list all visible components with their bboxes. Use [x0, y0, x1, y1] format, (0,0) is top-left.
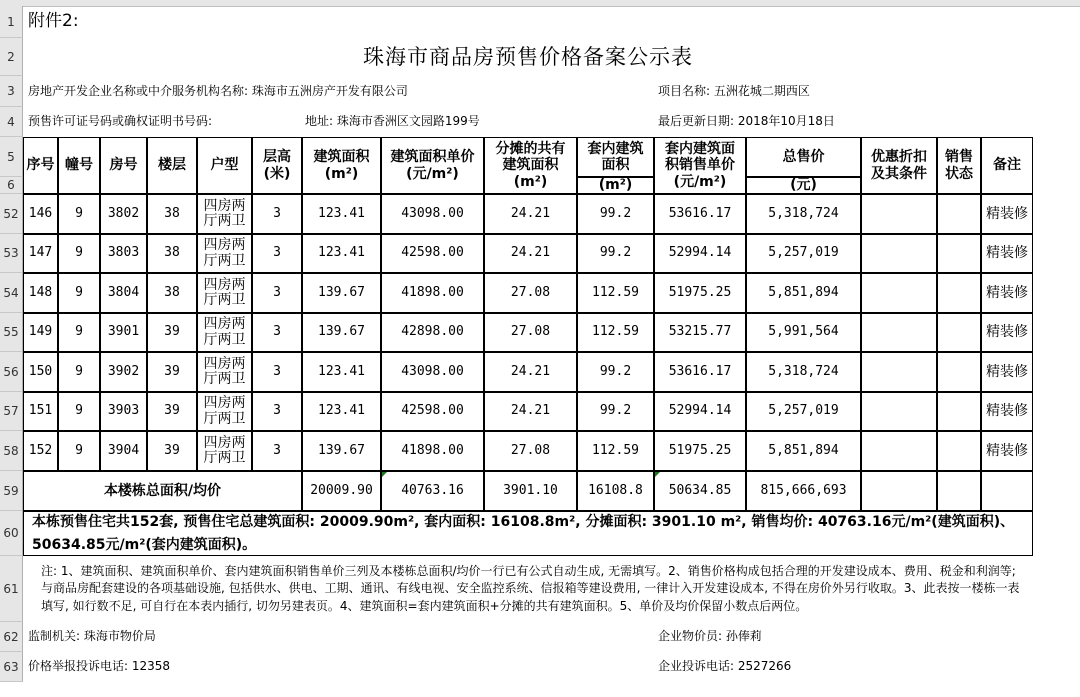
cell-inner-price[interactable]: 52994.14: [654, 392, 746, 431]
cell-inner-area[interactable]: 112.59: [577, 313, 654, 352]
cell-height[interactable]: 3: [252, 431, 302, 471]
row-number[interactable]: 54: [0, 273, 23, 313]
complaint-phone: 企业投诉电话: 2527266: [658, 659, 792, 674]
cell-inner-price[interactable]: 53616.17: [654, 194, 746, 234]
cell-shared-area[interactable]: 27.08: [484, 273, 577, 313]
header-inner-price: 套内建筑面 积销售单价 (元/m²): [654, 137, 746, 194]
cell-total-price[interactable]: 5,257,019: [746, 234, 861, 273]
cell-area[interactable]: 139.67: [302, 431, 381, 471]
header-type: 户型: [197, 137, 252, 194]
cell-height[interactable]: 3: [252, 234, 302, 273]
cell-status[interactable]: [937, 273, 981, 313]
cell-shared-area[interactable]: 27.08: [484, 431, 577, 471]
cell-area[interactable]: 139.67: [302, 313, 381, 352]
cell-seq[interactable]: 150: [23, 352, 58, 392]
cell-height[interactable]: 3: [252, 392, 302, 431]
header-status: 销售 状态: [937, 137, 981, 194]
cell-inner-area[interactable]: 99.2: [577, 392, 654, 431]
cell-floor[interactable]: 39: [147, 352, 197, 392]
cell-discount[interactable]: [861, 392, 937, 431]
header-total-unit: (元): [746, 177, 861, 194]
cell-area[interactable]: 123.41: [302, 194, 381, 234]
cell-remark[interactable]: 精装修: [981, 273, 1033, 313]
cell-status[interactable]: [937, 234, 981, 273]
cell-room[interactable]: 3804: [100, 273, 147, 313]
header-seq: 序号: [23, 137, 58, 194]
header-height: 层高 (米): [252, 137, 302, 194]
cell-height[interactable]: 3: [252, 352, 302, 392]
cell-height[interactable]: 3: [252, 194, 302, 234]
row-number[interactable]: 62: [0, 622, 23, 652]
price-hotline: 价格举报投诉电话: 12358: [28, 659, 171, 674]
row-number[interactable]: 4: [0, 107, 23, 137]
cell-shared-area[interactable]: 27.08: [484, 313, 577, 352]
cell-total-price[interactable]: 5,318,724: [746, 352, 861, 392]
cell-status[interactable]: [937, 313, 981, 352]
cell-building[interactable]: 9: [58, 273, 100, 313]
totals-inner-price[interactable]: 50634.85: [654, 471, 746, 511]
row-number[interactable]: 53: [0, 234, 23, 273]
cell-discount[interactable]: [861, 273, 937, 313]
cell-total-price[interactable]: 5,257,019: [746, 392, 861, 431]
cell-floor[interactable]: 39: [147, 431, 197, 471]
cell-seq[interactable]: 149: [23, 313, 58, 352]
cell-area[interactable]: 123.41: [302, 234, 381, 273]
cell-status[interactable]: [937, 431, 981, 471]
totals-shared-area[interactable]: 3901.10: [484, 471, 577, 511]
totals-label: 本楼栋总面积/均价: [23, 471, 302, 511]
cell-room[interactable]: 3904: [100, 431, 147, 471]
cell-seq[interactable]: 147: [23, 234, 58, 273]
cell-type[interactable]: 四房两 厅两卫: [197, 392, 252, 431]
cell-shared-area[interactable]: 24.21: [484, 392, 577, 431]
cell-unit-price[interactable]: 43098.00: [381, 194, 484, 234]
summary-text: 本栋预售住宅共152套, 预售住宅总建筑面积: 20009.90m², 套内面积: 16108.8m², 分摊面积: 3901.10 m², 销售均价: 40763.16元/m²(建筑面积)、 50634.85元/m²(套内建筑面积)。: [23, 511, 1033, 556]
header-discount: 优惠折扣 及其条件: [861, 137, 937, 194]
cell-area[interactable]: 139.67: [302, 273, 381, 313]
row-number[interactable]: 2: [0, 38, 23, 76]
cell-total-price[interactable]: 5,991,564: [746, 313, 861, 352]
cell-inner-area[interactable]: 99.2: [577, 194, 654, 234]
header-unit-price: 建筑面积单价 (元/m²): [381, 137, 484, 194]
cell-inner-area[interactable]: 112.59: [577, 431, 654, 471]
cell-type[interactable]: 四房两 厅两卫: [197, 313, 252, 352]
header-floor: 楼层: [147, 137, 197, 194]
row-number[interactable]: 52: [0, 194, 23, 234]
header-remark: 备注: [981, 137, 1033, 194]
cell-unit-price[interactable]: 43098.00: [381, 352, 484, 392]
cell-discount[interactable]: [861, 352, 937, 392]
cell-status[interactable]: [937, 352, 981, 392]
notes-text: 注: 1、建筑面积、建筑面积单价、套内建筑面积销售单价三列及本楼栋总面积/均价一行已有公式自动生成, 无需填写。2、销售价格构成包括合理的开发建设成本、费用、税金和利润等; 与商品房配套建设的各项基础设施, 包括供水、供电、工期、通讯、有线电视、安全监控系统、信报箱等建设费用, 一律计入开发建设成本, 不得在房价外另行收取。3、此表按一楼栋一表填写, 如行数不足, 可自行在本表内插行, 切勿另建表页。4、建筑面积=套内建筑面积+分摊的共有建筑面积。5、单价及均价保留小数点后两位。: [41, 563, 1020, 613]
address: 地址: 珠海市香洲区文园路199号: [305, 114, 480, 129]
row-number[interactable]: 63: [0, 652, 23, 682]
cell-status[interactable]: [937, 194, 981, 234]
cell-room[interactable]: 3802: [100, 194, 147, 234]
cell-unit-price[interactable]: 42598.00: [381, 392, 484, 431]
row-number[interactable]: 60: [0, 511, 23, 556]
cell-inner-price[interactable]: 53215.77: [654, 313, 746, 352]
header-area: 建筑面积 (m²): [302, 137, 381, 194]
cell-floor[interactable]: 38: [147, 194, 197, 234]
row-number[interactable]: 61: [0, 556, 23, 622]
formula-marker: [655, 472, 660, 477]
supervisor: 监制机关: 珠海市物价局: [28, 629, 156, 644]
cell-total-price[interactable]: 5,318,724: [746, 194, 861, 234]
cell-remark[interactable]: 精装修: [981, 194, 1033, 234]
cell-height[interactable]: 3: [252, 313, 302, 352]
attachment-label: 附件2:: [28, 11, 79, 32]
cell-inner-price[interactable]: 52994.14: [654, 234, 746, 273]
header-inner-area: 套内建筑 面积: [577, 137, 654, 177]
cell-inner-price[interactable]: 51975.25: [654, 431, 746, 471]
page-title: 珠海市商品房预售价格备案公示表: [363, 44, 693, 69]
cell-shared-area[interactable]: 24.21: [484, 194, 577, 234]
cell-unit-price[interactable]: 42898.00: [381, 313, 484, 352]
cell-status[interactable]: [937, 392, 981, 431]
cell-building[interactable]: 9: [58, 392, 100, 431]
cell-inner-price[interactable]: 51975.25: [654, 273, 746, 313]
row-number[interactable]: 5: [0, 137, 23, 177]
project-name: 项目名称: 五洲花城二期西区: [658, 83, 810, 98]
cell-height[interactable]: 3: [252, 273, 302, 313]
cell-discount[interactable]: [861, 234, 937, 273]
cell-seq[interactable]: 152: [23, 431, 58, 471]
cell-discount[interactable]: [861, 313, 937, 352]
cell-building[interactable]: 9: [58, 352, 100, 392]
cell-type[interactable]: 四房两 厅两卫: [197, 194, 252, 234]
cell-floor[interactable]: 39: [147, 313, 197, 352]
totals-unit-price[interactable]: 40763.16: [381, 471, 484, 511]
cell-floor[interactable]: 38: [147, 273, 197, 313]
header-building: 幢号: [58, 137, 100, 194]
cell-remark[interactable]: 精装修: [981, 313, 1033, 352]
cell-remark[interactable]: 精装修: [981, 392, 1033, 431]
cell-room[interactable]: 3903: [100, 392, 147, 431]
cell-building[interactable]: 9: [58, 431, 100, 471]
cell-room[interactable]: 3901: [100, 313, 147, 352]
row-number[interactable]: 6: [0, 177, 23, 194]
cell-floor[interactable]: 38: [147, 234, 197, 273]
cell-area[interactable]: 123.41: [302, 392, 381, 431]
cell-type[interactable]: 四房两 厅两卫: [197, 234, 252, 273]
totals-total-price[interactable]: 815,666,693: [746, 471, 861, 511]
row-number[interactable]: 59: [0, 471, 23, 511]
cell-unit-price[interactable]: 41898.00: [381, 431, 484, 471]
cell-remark[interactable]: 精装修: [981, 234, 1033, 273]
cell-inner-price[interactable]: 53616.17: [654, 352, 746, 392]
cell-building[interactable]: 9: [58, 194, 100, 234]
cell-total-price[interactable]: 5,851,894: [746, 431, 861, 471]
totals-inner-area[interactable]: 16108.8: [577, 471, 654, 511]
row-number[interactable]: 55: [0, 313, 23, 352]
cell-seq[interactable]: 146: [23, 194, 58, 234]
row-number[interactable]: 3: [0, 76, 23, 107]
permit-number: 预售许可证号码或确权证明书号码:: [28, 114, 213, 129]
cell-area[interactable]: 123.41: [302, 352, 381, 392]
cell-shared-area[interactable]: 24.21: [484, 234, 577, 273]
row-number[interactable]: 58: [0, 431, 23, 471]
cell-shared-area[interactable]: 24.21: [484, 352, 577, 392]
cell-room[interactable]: 3902: [100, 352, 147, 392]
developer-info: 房地产开发企业名称或中介服务机构名称: 珠海市五洲房产开发有限公司: [28, 83, 408, 98]
last-updated: 最后更新日期: 2018年10月18日: [658, 114, 835, 129]
header-total: 总售价: [746, 137, 861, 177]
cell-remark[interactable]: 精装修: [981, 352, 1033, 392]
totals-empty-cell[interactable]: [937, 471, 981, 511]
header-shared-area: 分摊的共有 建筑面积 (m²): [484, 137, 577, 194]
header-room: 房号: [100, 137, 147, 194]
cell-inner-area[interactable]: 99.2: [577, 352, 654, 392]
cell-room[interactable]: 3803: [100, 234, 147, 273]
row-number[interactable]: 1: [0, 6, 23, 38]
cell-floor[interactable]: 39: [147, 392, 197, 431]
cell-building[interactable]: 9: [58, 313, 100, 352]
cell-inner-area[interactable]: 99.2: [577, 234, 654, 273]
totals-empty-cell[interactable]: [981, 471, 1033, 511]
cell-total-price[interactable]: 5,851,894: [746, 273, 861, 313]
totals-empty-cell[interactable]: [861, 471, 937, 511]
row-number[interactable]: 57: [0, 392, 23, 431]
cell-type[interactable]: 四房两 厅两卫: [197, 352, 252, 392]
cell-building[interactable]: 9: [58, 234, 100, 273]
cell-inner-area[interactable]: 112.59: [577, 273, 654, 313]
cell-remark[interactable]: 精装修: [981, 431, 1033, 471]
cell-type[interactable]: 四房两 厅两卫: [197, 431, 252, 471]
header-inner-area-unit: (m²): [577, 177, 654, 194]
cell-seq[interactable]: 151: [23, 392, 58, 431]
price-officer: 企业物价员: 孙俸莉: [658, 629, 762, 644]
row-number[interactable]: 56: [0, 352, 23, 392]
cell-seq[interactable]: 148: [23, 273, 58, 313]
totals-area[interactable]: 20009.90: [302, 471, 381, 511]
cell-discount[interactable]: [861, 431, 937, 471]
formula-marker: [382, 472, 387, 477]
cell-unit-price[interactable]: 41898.00: [381, 273, 484, 313]
cell-discount[interactable]: [861, 194, 937, 234]
cell-unit-price[interactable]: 42598.00: [381, 234, 484, 273]
cell-type[interactable]: 四房两 厅两卫: [197, 273, 252, 313]
